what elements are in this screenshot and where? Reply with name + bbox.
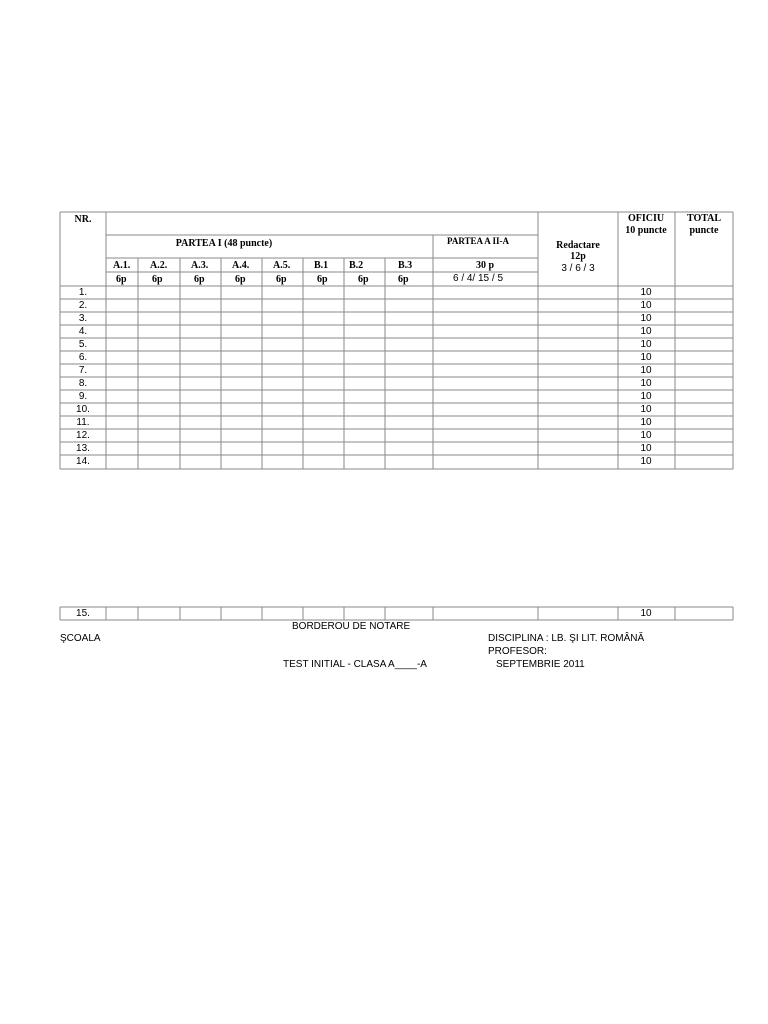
header-item-b2: B.2 xyxy=(349,260,364,271)
row-oficiu: 10 xyxy=(640,300,652,311)
row-nr: 14. xyxy=(76,456,90,467)
row-nr: 11. xyxy=(76,417,90,428)
row-oficiu: 10 xyxy=(640,287,652,298)
row-oficiu: 10 xyxy=(640,391,652,402)
row-oficiu: 10 xyxy=(640,608,652,619)
row-nr: 1. xyxy=(78,287,88,298)
row-oficiu: 10 xyxy=(640,365,652,376)
row-nr: 12. xyxy=(76,430,90,441)
date-label: SEPTEMBRIE 2011 xyxy=(496,659,585,670)
header-redactare-split: 3 / 6 / 3 xyxy=(561,263,595,274)
item-points-a1: 6p xyxy=(116,274,127,285)
row-nr: 9. xyxy=(78,391,88,402)
header-item-a5: A.5. xyxy=(273,260,291,271)
row-nr: 13. xyxy=(76,443,90,454)
test-class-label: TEST INITIAL - CLASA A____-A xyxy=(283,659,427,670)
header-redactare: Redactare xyxy=(556,240,600,251)
row-nr: 8. xyxy=(78,378,88,389)
header-redactare-points: 12p xyxy=(570,251,586,262)
row-oficiu: 10 xyxy=(640,456,652,467)
row-oficiu: 10 xyxy=(640,404,652,415)
header-item-b1: B.1 xyxy=(314,260,329,271)
row-oficiu: 10 xyxy=(640,417,652,428)
header-nr: NR. xyxy=(74,214,92,225)
row-oficiu: 10 xyxy=(640,339,652,350)
header-item-a3: A.3. xyxy=(191,260,209,271)
item-points-a5: 6p xyxy=(276,274,287,285)
header-total: TOTAL xyxy=(686,213,722,224)
row-oficiu: 10 xyxy=(640,352,652,363)
row-oficiu: 10 xyxy=(640,430,652,441)
row-nr: 10. xyxy=(76,404,90,415)
row-oficiu: 10 xyxy=(640,378,652,389)
header-total-points: puncte xyxy=(689,225,719,236)
header-item-a1: A.1. xyxy=(113,260,131,271)
row-nr: 2. xyxy=(78,300,88,311)
header-part2-points: 30 p xyxy=(475,260,495,271)
header-item-a2: A.2. xyxy=(150,260,168,271)
teacher-label: PROFESOR: xyxy=(488,646,547,657)
header-oficiu: OFICIU xyxy=(627,213,665,224)
row-nr: 5. xyxy=(78,339,88,350)
row-oficiu: 10 xyxy=(640,313,652,324)
row-oficiu: 10 xyxy=(640,443,652,454)
row-nr: 3. xyxy=(78,313,88,324)
header-partea-ii: PARTEA A II-A xyxy=(446,236,510,246)
row-nr: 6. xyxy=(78,352,88,363)
header-oficiu-points: 10 puncte xyxy=(625,225,667,236)
row-nr: 7. xyxy=(78,365,88,376)
item-points-b3: 6p xyxy=(398,274,409,285)
header-part2-split: 6 / 4/ 15 / 5 xyxy=(452,273,504,284)
discipline-label: DISCIPLINA : LB. ŞI LIT. ROMÂNĂ xyxy=(488,633,645,644)
header-partea-i: PARTEA I (48 puncte) xyxy=(175,238,273,249)
school-label: ŞCOALA xyxy=(60,633,101,644)
row-nr: 4. xyxy=(78,326,88,337)
row-nr: 15. xyxy=(76,608,90,619)
item-points-b1: 6p xyxy=(317,274,328,285)
item-points-a2: 6p xyxy=(152,274,163,285)
header-item-b3: B.3 xyxy=(398,260,413,271)
document-title: BORDEROU DE NOTARE xyxy=(292,621,411,632)
item-points-b2: 6p xyxy=(358,274,369,285)
item-points-a3: 6p xyxy=(194,274,205,285)
row-oficiu: 10 xyxy=(640,326,652,337)
header-item-a4: A.4. xyxy=(232,260,250,271)
item-points-a4: 6p xyxy=(235,274,246,285)
